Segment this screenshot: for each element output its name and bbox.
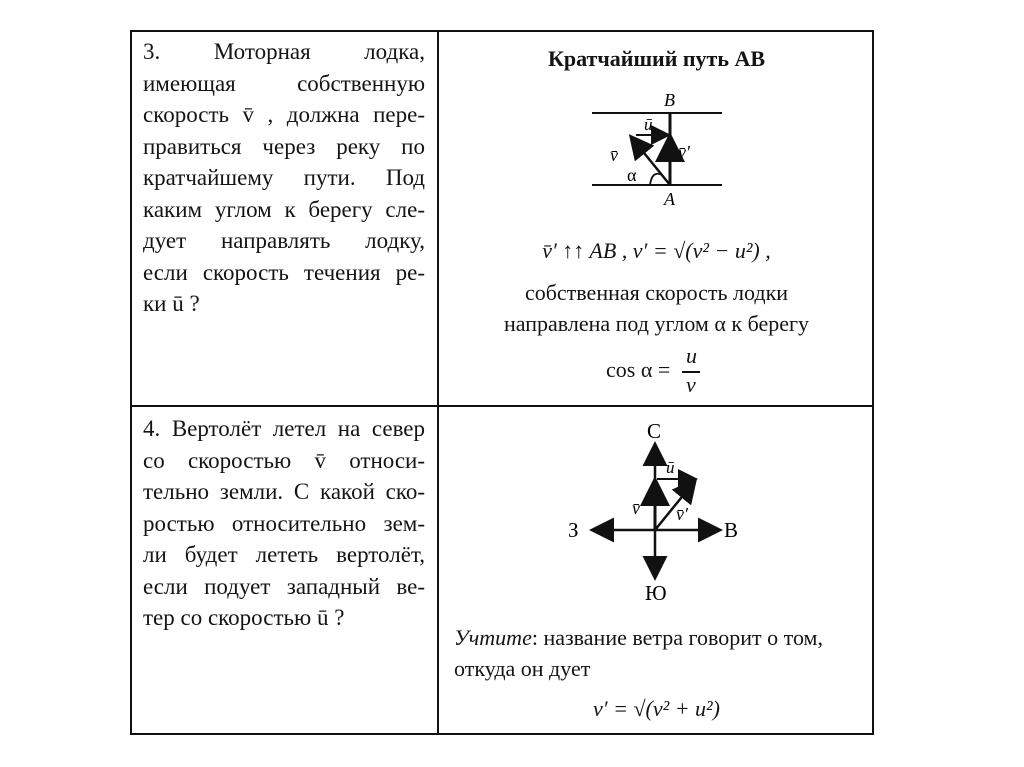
south-label: Ю	[645, 581, 667, 605]
formula-vprime-helicopter: v′ = √(v² + u²)	[593, 696, 720, 721]
problem3-line: дует направлять лодку,	[143, 228, 425, 253]
label-vprime: v̄′	[678, 142, 690, 162]
problem4-line: 4. Вертолёт летел на север	[143, 416, 425, 441]
note-text: : название ветра говорит о том,	[531, 625, 823, 650]
problem4-line: тельно земли. С какой ско-	[143, 479, 425, 504]
problem3-line: 3. Моторная лодка,	[143, 39, 425, 64]
note-label: Учтите	[454, 625, 532, 650]
solution3-title: Кратчайший путь AB	[547, 46, 766, 71]
problem4-line: со скоростью v̄ относи-	[143, 447, 425, 473]
formula-vprime-boat: v̄′ ↑↑ AB , v′ = √(v² − u²) ,	[542, 238, 771, 263]
label-alpha: α	[627, 165, 637, 185]
problem3-line: имеющая собственную	[143, 70, 425, 96]
compass-diagram	[558, 418, 758, 608]
north-label: С	[647, 419, 662, 443]
problem4-line: ли будет лететь вертолёт,	[143, 542, 425, 567]
cos-denominator: v	[686, 372, 696, 397]
v-label: v̄	[632, 498, 640, 518]
problem3-line: кратчайшему пути. Под	[143, 165, 425, 190]
note-line2: откуда он дует	[454, 656, 591, 681]
problem3-line: каким углом к берегу сле-	[143, 196, 425, 222]
problem3-line: ки ū ?	[143, 291, 200, 316]
row-divider	[130, 405, 874, 407]
solution3-text-line2: направлена под углом α к берегу	[503, 311, 810, 336]
vprime-label: v̄′	[676, 504, 688, 524]
problem3-line: если скорость течения ре-	[143, 259, 425, 285]
label-b: B	[664, 90, 675, 110]
west-label: З	[568, 518, 579, 542]
problem4-line: тер со скоростью ū ?	[143, 605, 345, 630]
label-v: v̄	[610, 145, 618, 165]
cos-left: cos α =	[606, 357, 671, 382]
column-divider	[437, 30, 439, 735]
label-u: ū	[644, 115, 653, 134]
problem3-text	[143, 36, 425, 320]
problem4-line: если подует западный ве-	[143, 573, 425, 599]
east-label: В	[724, 518, 739, 542]
vprime-vector	[655, 482, 694, 530]
u-label: ū	[666, 458, 675, 477]
label-a: A	[664, 189, 675, 208]
cos-formula	[606, 345, 726, 395]
problem3-line: скорость v̄ , должна пере-	[143, 102, 425, 127]
cos-numerator: u	[686, 343, 697, 368]
problem4-line: ростью относительно зем-	[143, 510, 425, 536]
note	[454, 622, 864, 684]
river-diagram	[570, 88, 770, 208]
angle-arc	[650, 174, 662, 185]
problem4-text	[143, 413, 425, 634]
problem3-line: правиться через реку по	[143, 133, 425, 159]
solution3-text-line1: собственная скорость лодки	[524, 280, 789, 305]
